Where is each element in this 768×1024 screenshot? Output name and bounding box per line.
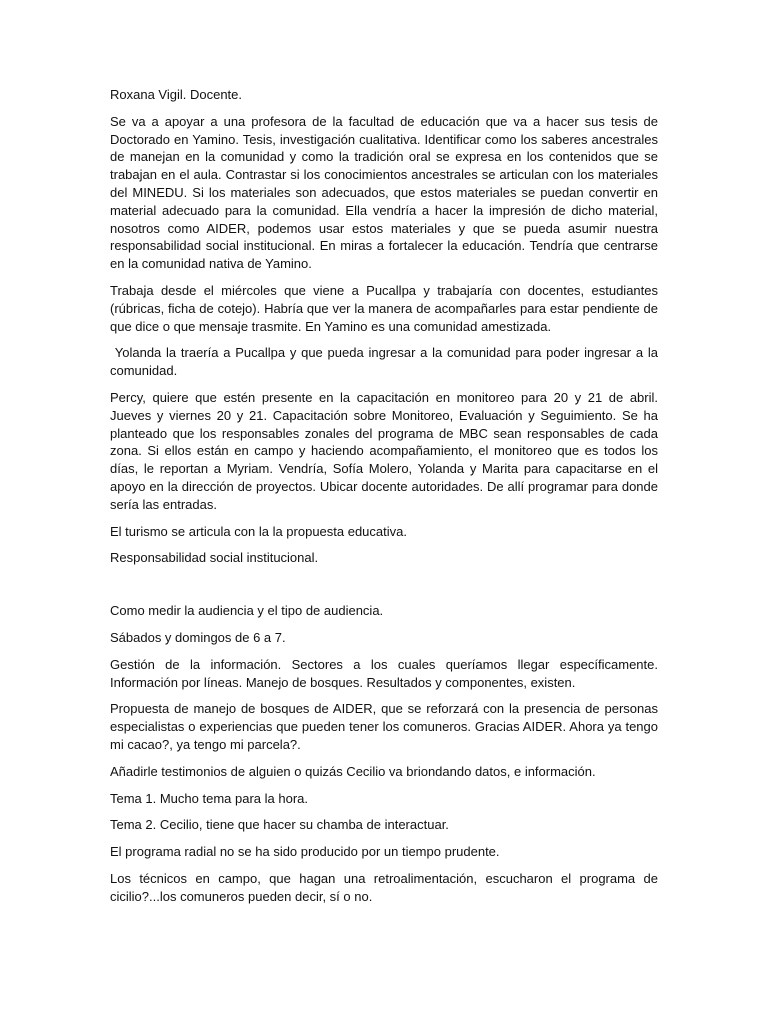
paragraph: El turismo se articula con la la propuesta educativa. xyxy=(110,523,407,539)
paragraph: Los técnicos en campo, que hagan una retroalimentación, escucharon el programa de cicilio?...los comuneros pueden decir, sí o no. xyxy=(110,870,658,904)
paragraph: Sábados y domingos de 6 a 7. xyxy=(110,629,286,645)
paragraph: Tema 1. Mucho tema para la hora. xyxy=(110,790,308,806)
paragraph: Propuesta de manejo de bosques de AIDER, que se reforzará con la presencia de personas especialistas o experiencias que pueden tener los comuneros. Gracias AIDER. Ahora ya tengo mi cacao?, ya tengo mi parcela?. xyxy=(110,701,658,752)
paragraph: Como medir la audiencia y el tipo de audiencia. xyxy=(110,603,384,619)
paragraph: Trabaja desde el miércoles que viene a Pucallpa y trabajaría con docentes, estudiantes (rúbricas, ficha de cotejo). Habría que ver la manera de acompañarles para estar pendiente de que dice o que mensaje trasmite. En Yamino es una comunidad amestizada. xyxy=(110,282,658,334)
paragraph: El programa radial no se ha sido producido por un tiempo prudente. xyxy=(110,844,500,860)
paragraph: Gestión de la información. Sectores a los cuales queríamos llegar específicamente. Información por líneas. Manejo de bosques. Resultados y componentes, existen. xyxy=(110,656,658,690)
paragraph: Añadirle testimonios de alguien o quizás Cecilio va briondando datos, e información. xyxy=(110,763,596,779)
paragraph: Yolanda la traería a Pucallpa y que pueda ingresar a la comunidad para poder ingresar a la comunidad. xyxy=(110,345,662,379)
blank-gap xyxy=(110,576,658,602)
paragraph-heading: Roxana Vigil. Docente. xyxy=(110,87,243,102)
paragraph: Se va a apoyar a una profesora de la facultad de educación que va a hacer sus tesis de Doctorado en Yamino. Tesis, investigación cualitativa. Identificar como los saberes ancestrales de manejan en la comunidad y como la tradición oral se expresa en los contenidos que se trabajan en el aula. Contrastar si los conocimientos ancestrales se articulan con los materiales del MINEDU. Si los materiales son adecuados, que estos materiales se puedan convertir en material adecuado para la comunidad. Ella vendría a hacer la impresión de dicho material, nosotros como AIDER, podemos usar estos materiales y que se pueda asumir nuestra responsabilidad social institucional. En miras a fortalecer la educación. Tendría que centrarse en la comunidad nativa de Yamino. xyxy=(110,113,658,272)
paragraph: Percy, quiere que estén presente en la capacitación en monitoreo para 20 y 21 de abril. Jueves y viernes 20 y 21. Capacitación sobre Monitoreo, Evaluación y Seguimiento. Se ha planteado que los responsables zonales del programa de MBC sean responsables de cada zona. Si ellos están en campo y haciendo acompañamiento, el monitoreo que es todos los días, le reportan a Myriam. Vendría, Sofía Molero, Yolanda y Marita para capacitarse en el apoyo en la dirección de proyectos. Ubicar docente autoridades. De allí programar para donde sería las entradas. xyxy=(110,389,658,512)
paragraph: Tema 2. Cecilio, tiene que hacer su chamba de interactuar. xyxy=(110,817,449,833)
paragraph: Responsabilidad social institucional. xyxy=(110,550,319,566)
